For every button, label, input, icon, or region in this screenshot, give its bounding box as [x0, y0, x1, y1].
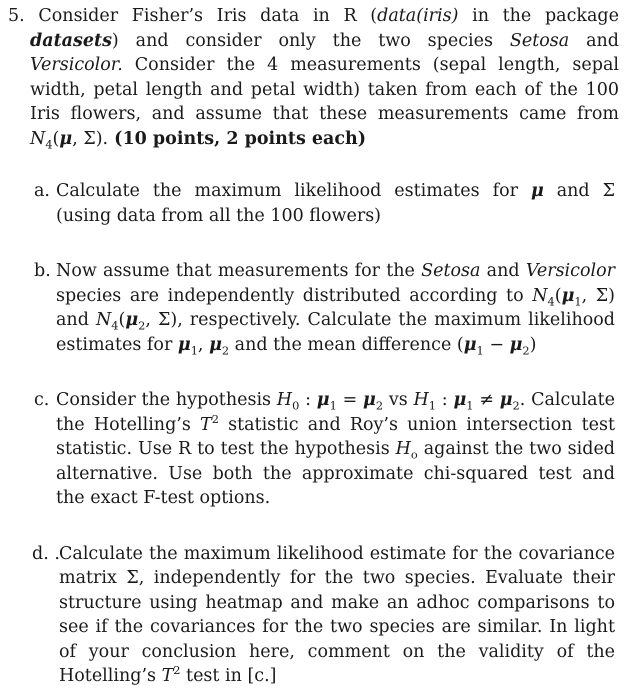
part-d: [4, 542, 619, 689]
question-text-c: ) and consider only the two species: [111, 30, 510, 51]
part-c-t-sup: 2: [211, 411, 219, 426]
part-b-diff-mu1: μ: [463, 334, 477, 355]
part-a-label: a.: [34, 181, 50, 201]
part-d-text-2: , independently for the two species. Evaluate their structure using heatmap and make an adhoc comparisons to see if the covariances for the two species are similar. In light of your conclusion here, comment on the validity of the Hotelling’s: [59, 568, 615, 686]
part-b-text-2: and: [480, 261, 526, 281]
part-b-label: b.: [34, 261, 51, 281]
question-parts: [4, 179, 619, 689]
part-c-text-1: Consider the hypothesis: [56, 390, 277, 410]
part-c-h1-sub: 1: [428, 398, 436, 413]
part-b-setosa: Setosa: [421, 261, 481, 281]
part-b-n2: N: [95, 310, 112, 330]
part-b-n1-sub: 4: [547, 294, 555, 308]
question-text-a: Consider Fisher’s Iris data in R (: [38, 6, 378, 26]
part-b-text-1: Now assume that measurements for the: [56, 261, 422, 281]
part-b-text-3: species are independently distributed according to: [56, 285, 533, 306]
datasets-package: datasets: [30, 30, 112, 51]
part-b-mu2-sub: 2: [138, 318, 146, 333]
part-c-text-2: . Calculate the Hotelling’s: [56, 390, 615, 435]
part-b-n2-sub: 4: [111, 318, 119, 333]
dist-comma: ,: [72, 128, 84, 149]
part-b-mu1-sub: 1: [574, 294, 582, 308]
part-d-text-3: test in [c.]: [180, 666, 277, 686]
part-c: c. Consider the hypothesis $H_0$ : $\mu_1 = \mu_2$ vs $H_1$ : $\mu_1 \ne \mu_2$. Calculate the Hotelling’s $T^2$ statistic and Roy’s union intersection test statistic. Use R to test the hypothesis $H_o$ against the two sided alternative. Use both the approximate chi-squared test and the exact F-test options.: [34, 390, 616, 508]
part-b-mu2-est-sub: 2: [221, 343, 230, 357]
part-b-text-4: and: [56, 310, 96, 330]
part-b-mu1-est: μ: [177, 334, 191, 355]
part-c-h1-mu1: μ: [453, 390, 467, 410]
part-c-h1: H: [413, 390, 429, 410]
dist-subscript: 4: [45, 137, 53, 151]
mu-symbol: μ: [59, 128, 73, 149]
part-a: [4, 179, 619, 228]
part-c-t: T: [200, 414, 212, 435]
question-text-b: in the package: [458, 6, 619, 26]
part-b-versicolor: Versicolor: [525, 261, 615, 281]
dist-open: (: [52, 128, 60, 149]
question-text-e: Consider the 4 measurements (sepal length, sepal width, petal length and petal width) taken from each of the 100 Iris flowers, and assume that these measurements came from: [30, 55, 619, 124]
question-text-d: and: [569, 30, 619, 51]
question-number: 5.: [8, 6, 25, 26]
part-b-mu2: μ: [125, 310, 139, 330]
part-b-diff-mu1-sub: 1: [476, 343, 484, 357]
part-b-mu1-est-sub: 1: [190, 343, 198, 357]
part-c-h1-mu2-sub: 2: [512, 398, 520, 413]
part-d-text-1: Calculate the maximum likelihood estimate for the covariance matrix: [59, 543, 615, 588]
part-b-text-5: , respectively. Calculate the maximum likelihood estimates for: [56, 310, 615, 355]
part-a-mu: μ: [530, 181, 544, 201]
question-5: [4, 4, 619, 151]
part-b-diff-mu2: μ: [509, 334, 523, 355]
part-c-vs: vs: [383, 390, 414, 410]
part-b-mu2-est: μ: [209, 334, 222, 355]
part-c-h0-mu1-sub: 1: [329, 398, 337, 413]
data-iris-code: data(iris): [377, 6, 459, 26]
part-b: b. Now assume that measurements for the Setosa and Versicolor species are independently distributed according to $N_4(\mu_1$, Σ) and $N_4(\mu_2$, Σ), respectively. Calculate the maximum likelihood estimates for $\mu_1$, $\mu_2$ and the mean difference $(\mu_1 - \mu_2)$: [34, 261, 615, 357]
species-setosa: Setosa: [509, 30, 570, 51]
part-c-h1-mu1-sub: 1: [466, 398, 474, 413]
part-b-diff-mu2-sub: 2: [522, 343, 530, 357]
part-b-text-6: and the mean difference (: [229, 334, 464, 355]
species-versicolor: Versicolor.: [30, 55, 123, 75]
part-a-text-1: Calculate the maximum likelihood estimates for: [56, 181, 531, 201]
part-c-ho-sub: o: [410, 447, 418, 462]
part-d-t-sup: 2: [173, 663, 181, 678]
part-c-ho: H: [395, 439, 411, 459]
part-a-text-2: and: [543, 181, 603, 201]
dist-n: N: [30, 128, 46, 149]
part-c-h0-mu1: μ: [316, 390, 330, 410]
part-a-sigma: Σ: [602, 181, 615, 201]
part-d-t: T: [161, 666, 174, 686]
part-c-h0-sub: 0: [292, 398, 300, 413]
part-c-text-3: statistic and Roy’s union intersection test statistic. Use R to test the hypothesis: [56, 414, 615, 459]
part-b-sigma-2: Σ: [157, 310, 171, 330]
part-b-n1: N: [532, 285, 548, 306]
part-c-text-4: against the two sided alternative. Use both the approximate chi-squared test and the exact F-test options.: [56, 439, 616, 508]
part-b-sigma-1: Σ: [595, 285, 609, 306]
part-c-h0-mu2: μ: [363, 390, 376, 410]
points-note: (10 points, 2 points each): [108, 128, 367, 149]
part-d-sigma: Σ: [126, 568, 139, 588]
part-c-label: c.: [34, 390, 50, 410]
part-a-text-3: (using data from all the 100 flowers): [56, 205, 382, 226]
part-c-h1-mu2: μ: [499, 390, 513, 410]
sigma-symbol: Σ: [83, 128, 96, 149]
part-b-mu1: μ: [561, 285, 575, 306]
question-text: [4, 4, 619, 151]
part-c-h0-mu2-sub: 2: [375, 398, 384, 413]
part-c-h0: H: [276, 390, 293, 410]
dist-close: ).: [95, 128, 109, 149]
part-d-label: d. .: [32, 543, 60, 564]
